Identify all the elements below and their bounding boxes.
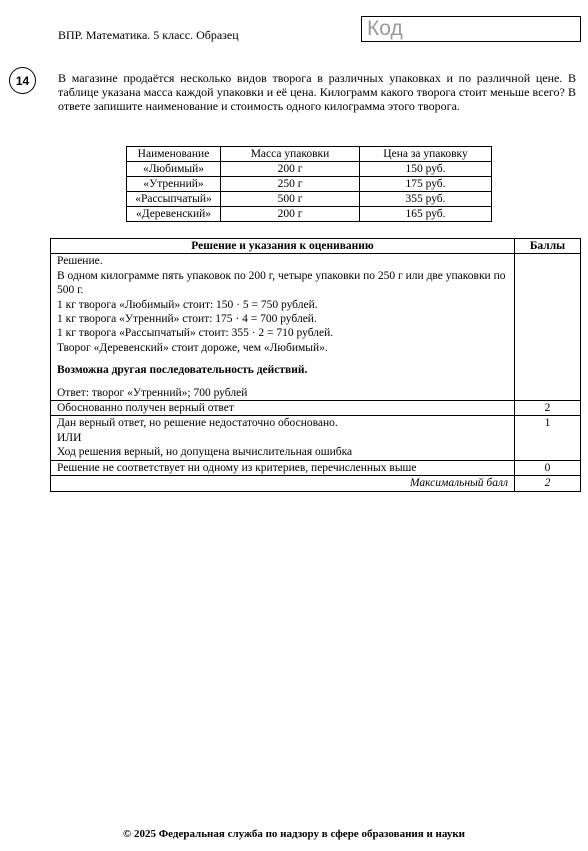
max-score-value: 2 xyxy=(515,476,581,491)
table-header-row xyxy=(127,147,492,162)
table-cell: 175 руб. xyxy=(360,177,492,192)
table-cell: «Утренний» xyxy=(127,177,221,192)
solution-line: 1 кг творога «Рассыпчатый» стоит: 355 · 2 = 710 рублей. xyxy=(57,327,334,340)
criterion-line: Дан верный ответ, но решение недостаточно обосновано. xyxy=(57,417,338,430)
criterion-points: 2 xyxy=(515,401,581,416)
table-row xyxy=(127,162,492,177)
table-cell: 500 г xyxy=(221,192,360,207)
criterion-points: 0 xyxy=(515,460,581,475)
criterion-row xyxy=(51,460,581,475)
table-header-cell: Цена за упаковку xyxy=(360,147,492,162)
table-row xyxy=(127,177,492,192)
product-table xyxy=(126,146,492,222)
criterion-text: Решение не соответствует ни одному из критериев, перечисленных выше xyxy=(51,460,515,475)
page-header-title: ВПР. Математика. 5 класс. Образец xyxy=(58,28,239,42)
grading-table xyxy=(50,238,581,492)
max-score-label: Максимальный балл xyxy=(51,476,515,491)
table-row xyxy=(127,192,492,207)
table-cell: «Рассыпчатый» xyxy=(127,192,221,207)
solution-row xyxy=(51,254,581,401)
table-cell: 355 руб. xyxy=(360,192,492,207)
criterion-line: Ход решения верный, но допущена вычислительная ошибка xyxy=(57,446,353,459)
solution-header: Решение и указания к оцениванию xyxy=(51,239,515,254)
table-cell: 200 г xyxy=(221,162,360,177)
table-row xyxy=(127,207,492,222)
criterion-points: 1 xyxy=(515,416,581,460)
table-header-cell: Наименование xyxy=(127,147,221,162)
table-cell: 250 г xyxy=(221,177,360,192)
solution-line: 1 кг творога «Любимый» стоит: 150 · 5 = 750 рублей. xyxy=(57,298,318,311)
solution-line: Творог «Деревенский» стоит дороже, чем «Любимый». xyxy=(57,341,328,354)
alternative-note: Возможна другая последовательность действий. xyxy=(57,364,308,377)
table-cell: «Деревенский» xyxy=(127,207,221,222)
answer-line: Ответ: творог «Утренний»; 700 рублей xyxy=(57,386,248,399)
spacer xyxy=(57,378,508,386)
table-cell: 200 г xyxy=(221,207,360,222)
task-text: В магазине продаётся несколько видов творога в различных упаковках и по различной цене. В таблице указана масса каждой упаковки и её цена. Килограмм какого творога стоит меньше всего? В ответе запишите наименование и стоимость одного килограмма этого творога. xyxy=(58,71,576,114)
table-cell: 150 руб. xyxy=(360,162,492,177)
solution-line: 1 кг творога «Утренний» стоит: 175 · 4 = 700 рублей. xyxy=(57,313,317,326)
grading-header-row xyxy=(51,239,581,254)
criterion-row xyxy=(51,401,581,416)
criterion-text xyxy=(51,416,515,460)
code-label: Код xyxy=(367,17,403,40)
solution-line: Решение. xyxy=(57,255,103,268)
page-footer: © 2025 Федеральная служба по надзору в сфере образования и науки xyxy=(122,828,465,840)
table-cell: 165 руб. xyxy=(360,207,492,222)
criterion-line: ИЛИ xyxy=(57,431,82,444)
criterion-text: Обоснованно получен верный ответ xyxy=(51,401,515,416)
solution-line: В одном килограмме пять упаковок по 200 г, четыре упаковки по 250 г или две упаковки по 500 г. xyxy=(57,269,506,297)
criterion-row xyxy=(51,416,581,460)
spacer xyxy=(57,355,508,363)
code-field[interactable] xyxy=(361,16,581,42)
table-header-cell: Масса упаковки xyxy=(221,147,360,162)
solution-cell xyxy=(51,254,515,401)
solution-points-cell xyxy=(515,254,581,401)
table-cell: «Любимый» xyxy=(127,162,221,177)
max-score-row xyxy=(51,476,581,491)
points-header: Баллы xyxy=(515,239,581,254)
task-number-badge: 14 xyxy=(9,67,36,94)
